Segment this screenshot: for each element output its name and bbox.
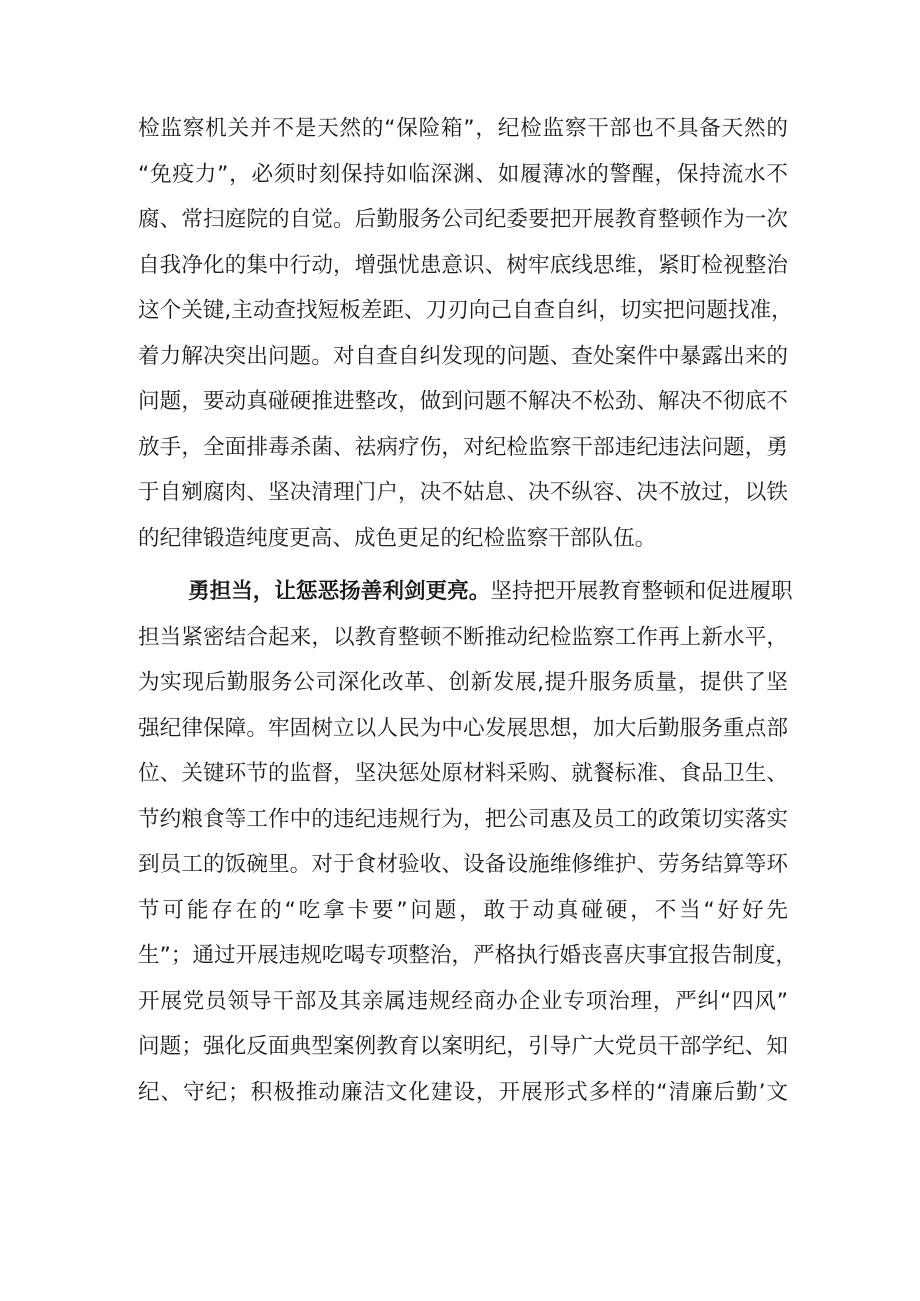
text-line: 为实现后勤服务公司深化改革、创新发展,提升服务质量，提供了坚 [138, 670, 788, 695]
paragraph-2 [138, 569, 798, 1115]
text-line: 生”；通过开展违规吃喝专项整治，严格执行婚丧喜庆事宜报告制度， [138, 943, 798, 968]
text-line: 自我净化的集中行动，增强忧患意识、树牢底线思维，紧盯检视整治 [138, 252, 788, 278]
heading-rest: 坚持把开展教育整顿和促进履职 [490, 579, 793, 604]
text-line: 强纪律保障。牢固树立以人民为中心发展思想，加大后勤服务重点部 [138, 715, 788, 741]
text-line: 放手，全面排毒杀菌、祛病疗伤，对纪检监察干部违纪违法问题，勇 [138, 434, 788, 460]
text-line: 着力解决突出问题。对自查自纠发现的问题、查处案件中暴露出来的 [138, 343, 788, 369]
text-line: 开展党员领导干部及其亲属违规经商办企业专项治理，严纠“四风” [138, 988, 788, 1014]
text-line: 这个关键,主动查找短板差距、刀刃向己自查自纠，切实把问题找准， [138, 298, 793, 323]
document-page [138, 106, 798, 1115]
text-line: 节约粮食等工作中的违纪违规行为，把公司惠及员工的政策切实落实 [138, 806, 788, 832]
text-line: “免疫力”，必须时刻保持如临深渊、如履薄冰的警醒，保持流水不 [138, 161, 788, 187]
text-line: 问题，要动真碰硬推进整改，做到问题不解决不松劲、解决不彻底不 [138, 389, 788, 414]
paragraph-1 [138, 106, 793, 561]
text-line: 的纪律锻造纯度更高、成色更足的纪检监察干部队伍。 [138, 525, 657, 551]
text-line: 担当紧密结合起来，以教育整顿不断推动纪检监察工作再上新水平， [138, 624, 788, 650]
text-line: 问题；强化反面典型案例教育以案明纪，引导广大党员干部学纪、知 [138, 1034, 788, 1059]
paragraph-first-line [138, 569, 793, 615]
text-line: 腐、常扫庭院的自觉。后勤服务公司纪委要把开展教育整顿作为一次 [138, 207, 788, 232]
text-line: 节可能存在的“吃拿卡要”问题，敢于动真碰硬，不当“好好先 [138, 897, 789, 923]
text-line: 到员工的饭碗里。对于食材验收、设备设施维修维护、劳务结算等环 [138, 852, 788, 877]
text-line: 位、关键环节的监督，坚决惩处原材料采购、就餐标准、食品卫生、 [138, 761, 788, 786]
paragraph-heading: 勇担当，让惩恶扬善利剑更亮。 [188, 579, 491, 604]
text-line: 检监察机关并不是天然的“保险箱”，纪检监察干部也不具备天然的 [138, 116, 788, 141]
text-line: 于自剜腐肉、坚决清理门户，决不姑息、决不纵容、决不放过，以铁 [138, 480, 788, 505]
text-line: 纪、守纪；积极推动廉洁文化建设，开展形式多样的“清廉后勤’文 [138, 1079, 788, 1105]
